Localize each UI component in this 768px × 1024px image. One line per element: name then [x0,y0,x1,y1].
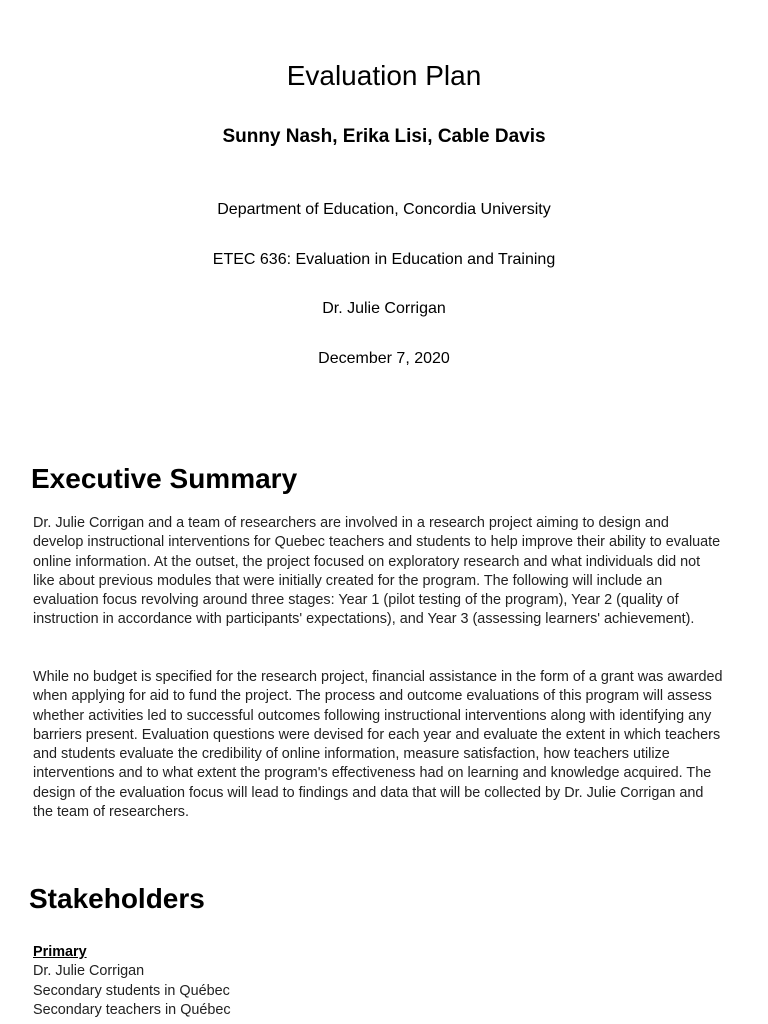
stakeholders-heading: Stakeholders [29,883,205,914]
authors-line: Sunny Nash, Erika Lisi, Cable Davis [222,126,546,147]
document-title: Evaluation Plan [286,60,482,91]
date-line: December 7, 2020 [318,350,450,367]
course-line: ETEC 636: Evaluation in Education and Training [212,251,556,268]
executive-summary-heading: Executive Summary [31,463,298,494]
executive-summary-paragraph-2: While no budget is specified for the research project, financial assistance in the form of a grant was awarded when applying for aid to fund the project. The process and outcome evaluations of this program will assess whether activities led to successful outcomes following instructional interventions along with identifying any barriers present. Evaluation questions were devised for each year and evaluate the extent in which teachers and students evaluate the credibility of online information, measure satisfaction, how teachers utilize interventions and to what extent the program's effectiveness had on learning and knowledge acquired. The design of the evaluation focus will lead to findings and data that will be collected by Dr. Julie Corrigan and the team of researchers. [33,669,723,821]
stakeholder-item: Dr. Julie Corrigan [33,963,145,980]
primary-stakeholders-label: Primary [33,944,87,960]
stakeholders-list [33,943,231,1021]
executive-summary-paragraph-1: Dr. Julie Corrigan and a team of researchers are involved in a research project aiming to design and develop instructional interventions for Quebec teachers and students to help improve their ability to evaluate online information. At the outset, the project focused on exploratory research and what individuals did not like about previous modules that were initially created for the program. The following will include an evaluation focus revolving around three stages: Year 1 (pilot testing of the program), Year 2 (quality of instruction in accordance with participants' expectations), and Year 3 (assessing learners' achievement). [33,515,721,628]
instructor-line: Dr. Julie Corrigan [322,300,446,317]
stakeholder-item: Secondary teachers in Québec [33,1002,231,1019]
stakeholder-item: Secondary students in Québec [33,982,230,999]
department-line: Department of Education, Concordia University [217,201,551,218]
